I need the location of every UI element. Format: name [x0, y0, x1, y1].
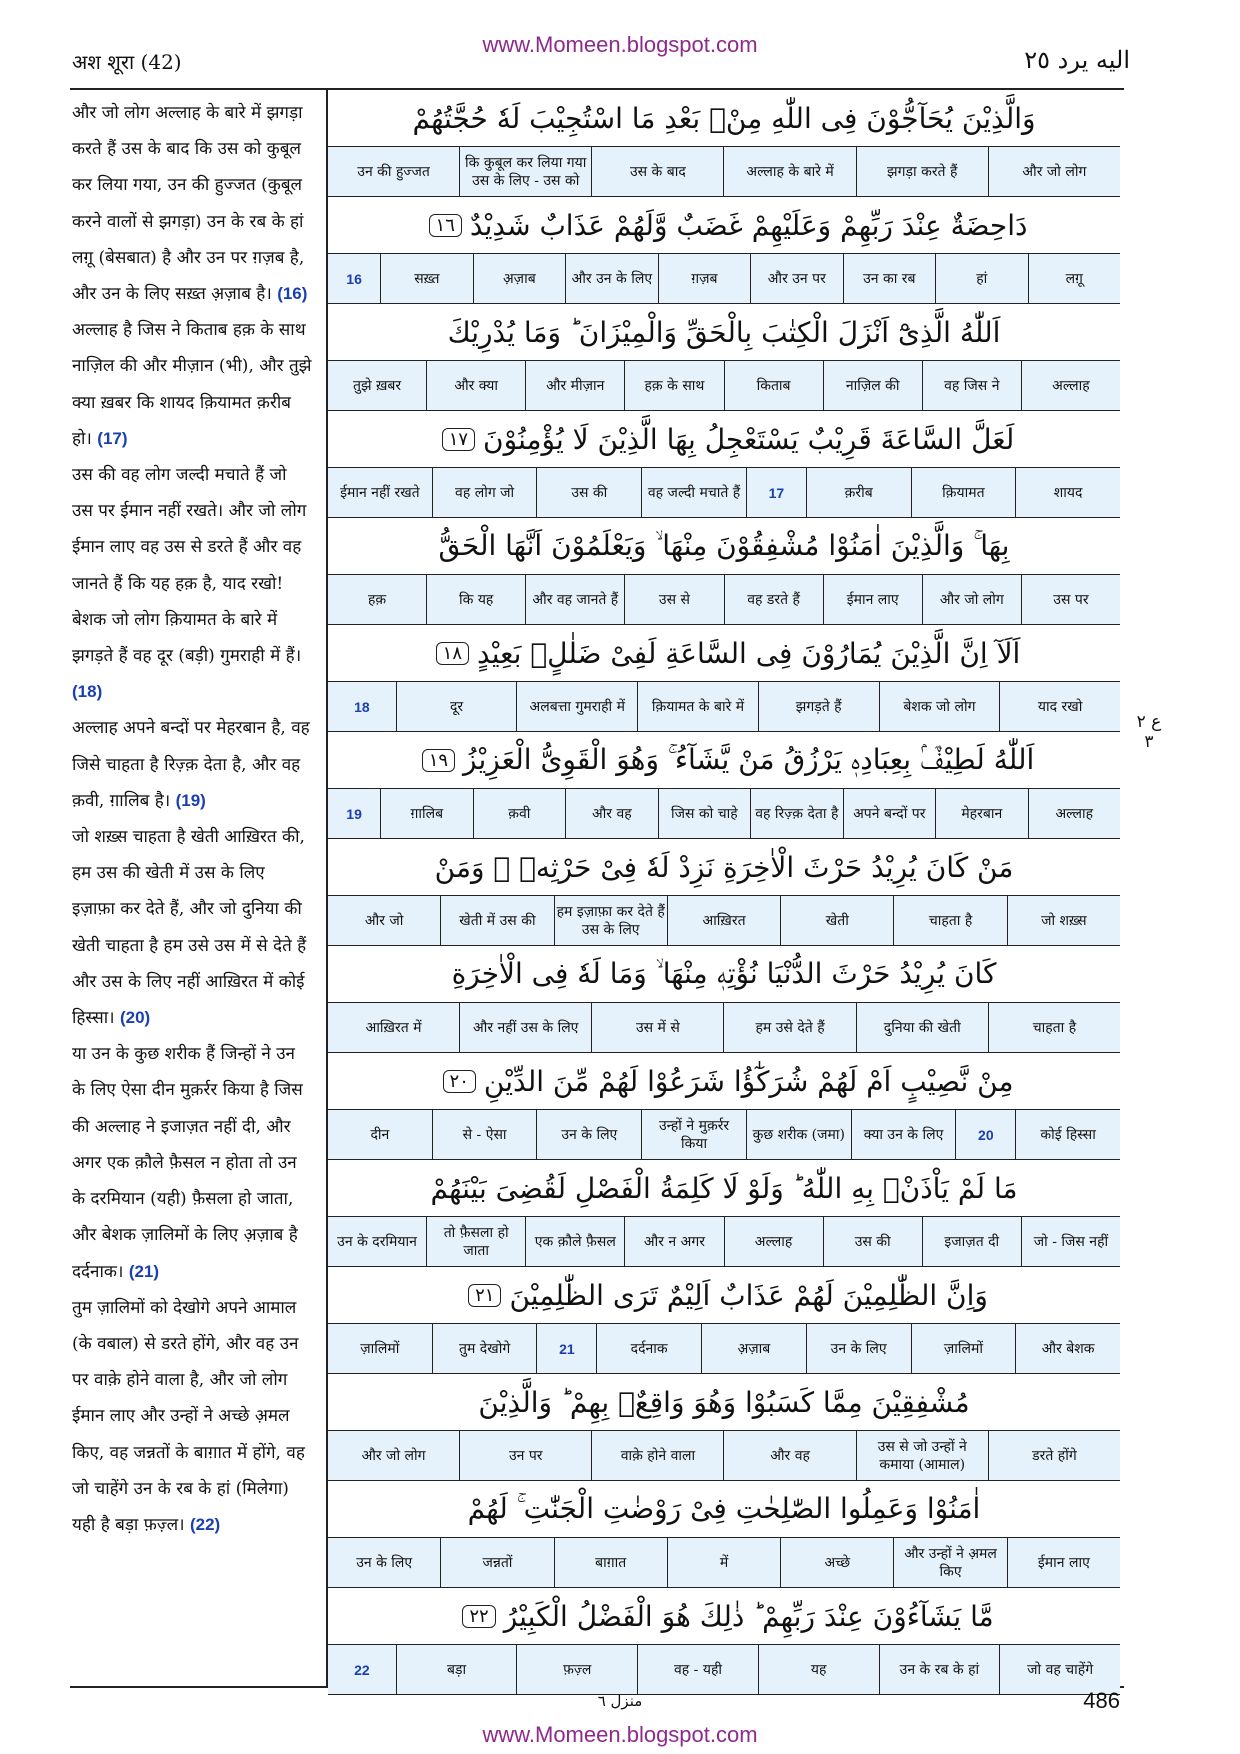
word-meaning-cell: उन के रब के हां: [879, 1645, 1000, 1694]
word-meaning-cell: लग़ू: [1028, 254, 1120, 303]
arabic-text: وَاِنَّ الظّٰلِمِيْنَ لَهُمْ عَذَابٌ اَلِيْمٌ تَرَى الظّٰلِمِيْنَ: [509, 1278, 988, 1312]
word-meaning-cell: उन के लिए: [806, 1324, 911, 1373]
arabic-text: كَانَ يُرِيْدُ حَرْثَ الدُّنْيَا نُؤْتِهٖ مِنْهَا ۙ وَمَا لَهٗ فِى الْاٰخِرَةِ: [451, 957, 997, 990]
word-meaning-cell: चाहता है: [988, 1003, 1120, 1052]
word-meaning-cell: और वह: [565, 789, 657, 838]
arabic-line: [328, 732, 1120, 788]
arabic-text: وَالَّذِيْنَ يُحَآجُّوْنَ فِى اللّٰهِ مِنْۢ بَعْدِ مَا اسْتُجِيْبَ لَهٗ حُجَّتُهُمْ: [412, 101, 1036, 135]
word-meaning-cell: कि कुबूल कर लिया गया उस के लिए - उस को: [459, 147, 591, 196]
arabic-text: مُشْفِقِيْنَ مِمَّا كَسَبُوْا وَهُوَ وَاقِعٌۢ بِهِمْ ؕ وَالَّذِيْنَ: [478, 1385, 970, 1419]
ayah-end-marker: ١٦: [429, 214, 462, 237]
word-meaning-cell: कुछ शरीक (जमा): [746, 1110, 851, 1159]
arabic-text: اٰمَنُوْا وَعَمِلُوا الصّٰلِحٰتِ فِىْ رَوْضٰتِ الْجَنّٰتِ ۚ لَهُمْ: [467, 1492, 981, 1525]
ayah-number: (16): [277, 284, 308, 304]
word-meaning-cell: अल्लाह: [724, 1217, 823, 1266]
translation-text: अल्लाह है जिस ने किताब हक़ के साथ नाज़िल की और मीज़ान (भी), और तुझे क्या ख़बर कि शायद क़ियामत क़रीब हो।: [72, 320, 312, 449]
word-meaning-cell: शायद: [1015, 468, 1120, 517]
word-meaning-cell: उस पर: [1021, 575, 1120, 624]
word-meaning-row: [328, 895, 1120, 945]
word-meaning-cell: ज़ालिमों: [911, 1324, 1016, 1373]
word-meaning-cell: जन्नतों: [440, 1538, 553, 1587]
word-meaning-cell: आख़िरत में: [365, 1019, 422, 1036]
word-meaning-cell: उस से जो उन्हों ने कमाया (आमाल): [856, 1431, 988, 1480]
ayah-number-cell: 17: [746, 468, 806, 517]
word-meaning-cell: और उन के लिए: [565, 254, 657, 303]
word-meaning-cell: क्या उन के लिए: [851, 1110, 956, 1159]
word-meaning-cell: वह - यही: [637, 1645, 758, 1694]
word-meaning-cell: जो वह चाहेंगे: [999, 1645, 1120, 1694]
word-meaning-cell: और मीज़ान: [525, 361, 624, 410]
arabic-text: اَللّٰهُ لَطِيْفٌۢ بِعِبَادِهٖ يَرْزُقُ مَنْ يَّشَآءُ ۚ وَهُوَ الْقَوِىُّ الْعَزِيْزُ: [463, 743, 1035, 776]
word-meaning-cell: वह डरते हैं: [724, 575, 823, 624]
ayah-number: (17): [97, 428, 128, 448]
arabic-line: [328, 1481, 1120, 1537]
verse-block: [328, 1374, 1120, 1481]
word-meaning-cell: उन के लिए: [536, 1110, 641, 1159]
translation-paragraph: [72, 95, 312, 312]
word-meaning-cell: तुम देखोगे: [432, 1324, 537, 1373]
verse-block: [328, 197, 1120, 304]
word-meaning-cell: क़ियामत: [911, 468, 1016, 517]
translation-text: और जो लोग अल्लाह के बारे में झगड़ा करते हैं उस के बाद कि उस को कुबूल कर लिया गया, उन की हुज्जत (कुबूल करने वालों से झगड़ा) उन के रब के हां लग़ू (बेसबात) है और उन पर ग़ज़ब है, और उन के लिए सख़्त अ़ज़ाब है।: [72, 103, 305, 305]
word-meaning-cell: उस की: [536, 468, 641, 517]
word-meaning-row: [328, 1430, 1120, 1480]
word-meaning-cell: हक़: [367, 591, 387, 608]
ayah-end-marker: ١٧: [442, 428, 475, 451]
word-meaning-cell: वह जिस ने: [922, 361, 1021, 410]
word-meaning-cell: और उन्हों ने अ़मल किए: [893, 1538, 1006, 1587]
word-meaning-cell: और वह: [723, 1431, 855, 1480]
word-meaning-cell: अल्लाह के बारे में: [723, 147, 855, 196]
word-meaning-cell: में: [667, 1538, 780, 1587]
word-meaning-cell: खेती: [780, 896, 893, 945]
word-meaning-cell: से - ऐसा: [432, 1110, 537, 1159]
word-meaning-cell: अपने बन्दों पर: [843, 789, 935, 838]
word-meaning-cell: ईमान लाए: [823, 575, 922, 624]
arabic-text: لَعَلَّ السَّاعَةَ قَرِيْبٌ يَسْتَعْجِلُ بِهَا الَّذِيْنَ لَا يُؤْمِنُوْنَ: [483, 422, 1015, 456]
word-meaning-row: [328, 360, 1120, 410]
word-meaning-row: [328, 681, 1120, 731]
arabic-text: دَاحِضَةٌ عِنْدَ رَبِّهِمْ وَعَلَيْهِمْ غَضَبٌ وَّلَهُمْ عَذَابٌ شَدِيْدٌ: [469, 208, 1028, 242]
translation-paragraph: [72, 1290, 312, 1543]
word-meaning-cell: ज़ालिमों: [360, 1340, 400, 1357]
arabic-line: [328, 1588, 1120, 1644]
word-meaning-cell: वह रिज़्क़ देता है: [750, 789, 842, 838]
word-meaning-cell: एक क़ौले फ़ैसल: [525, 1217, 624, 1266]
verse-block: [328, 732, 1120, 839]
word-meaning-row: [328, 1323, 1120, 1373]
arabic-line: [328, 1374, 1120, 1430]
verse-block: [328, 1053, 1120, 1160]
word-meaning-cell: उस से: [624, 575, 723, 624]
verse-block: [328, 1160, 1120, 1267]
arabic-line: [328, 411, 1120, 467]
word-meaning-cell: आख़िरत: [667, 896, 780, 945]
ayah-number-cell: 18: [354, 698, 370, 715]
word-meaning-cell: झगड़ा करते हैं: [856, 147, 988, 196]
word-meaning-cell: वाक़े होने वाला: [591, 1431, 723, 1480]
translation-paragraph: [72, 1036, 312, 1289]
page-number: 486: [1083, 1688, 1120, 1713]
word-meaning-cell: अ़ज़ाब: [701, 1324, 806, 1373]
arabic-text: مَنْ كَانَ يُرِيْدُ حَرْثَ الْاٰخِرَةِ نَزِدْ لَهٗ فِىْ حَرْثِهٖ ۚ وَمَنْ: [434, 850, 1014, 884]
word-meaning-cell: उन्हों ने मुक़र्रर किया: [641, 1110, 746, 1159]
word-meaning-cell: झगड़ते हैं: [758, 682, 879, 731]
word-meaning-cell: ग़ज़ब: [658, 254, 750, 303]
word-meaning-cell: और क्या: [426, 361, 525, 410]
word-meaning-cell: उन का रब: [843, 254, 935, 303]
word-meaning-cell: डरते होंगे: [988, 1431, 1120, 1480]
word-meaning-cell: किताब: [724, 361, 823, 410]
word-meaning-cell: मेहरबान: [935, 789, 1027, 838]
word-meaning-cell: दीन: [370, 1126, 390, 1143]
word-by-word-grid: [328, 90, 1120, 1695]
word-meaning-cell: उन के दरमियान: [337, 1233, 417, 1250]
word-meaning-cell: और जो लोग: [361, 1447, 426, 1464]
word-meaning-cell: दूर: [396, 682, 517, 731]
word-meaning-cell: बेशक जो लोग: [879, 682, 1000, 731]
word-meaning-cell: दुनिया की खेती: [856, 1003, 988, 1052]
word-meaning-cell: और बेशक: [1015, 1324, 1120, 1373]
translation-column: [72, 95, 312, 1543]
ayah-end-marker: ١٨: [436, 642, 469, 665]
ayah-number: (20): [119, 1008, 151, 1028]
word-meaning-cell: अल्लाह: [1028, 789, 1120, 838]
word-meaning-cell: बड़ा: [396, 1645, 517, 1694]
arabic-text: اَلَآ اِنَّ الَّذِيْنَ يُمَارُوْنَ فِى السَّاعَةِ لَفِىْ ضَلٰلٍۢ بَعِيْدٍ: [477, 636, 1021, 670]
word-meaning-cell: उन पर: [459, 1431, 591, 1480]
word-meaning-cell: क़रीब: [806, 468, 911, 517]
word-meaning-cell: ईमान लाए: [1007, 1538, 1120, 1587]
translation-paragraph: [72, 819, 312, 1036]
word-meaning-cell: हक़ के साथ: [624, 361, 723, 410]
ayah-number-cell: 22: [354, 1661, 370, 1678]
word-meaning-cell: हम इज़ाफ़ा कर देते हैं उस के लिए: [554, 896, 667, 945]
arabic-line: [328, 304, 1120, 360]
ayah-end-marker: ٢١: [468, 1284, 501, 1307]
word-meaning-cell: वह लोग जो: [432, 468, 537, 517]
word-meaning-row: [328, 1644, 1120, 1694]
word-meaning-row: [328, 1216, 1120, 1266]
word-meaning-cell: ग़ालिब: [380, 789, 472, 838]
verse-block: [328, 90, 1120, 197]
translation-text: जो शख़्स चाहता है खेती आख़िरत की, हम उस की खेती में उस के लिए इज़ाफ़ा कर देते हैं, और जो दुनिया की खेती चाहता है हम उसे उस में से देते हैं और उस के लिए नहीं आख़िरत में कोई हिस्सा।: [72, 827, 307, 1029]
ayah-end-marker: ٢٠: [443, 1070, 476, 1093]
word-meaning-cell: याद रखो: [999, 682, 1120, 731]
word-meaning-cell: क़ियामत के बारे में: [637, 682, 758, 731]
word-meaning-cell: इजाज़त दी: [922, 1217, 1021, 1266]
translation-text: अल्लाह अपने बन्दों पर मेहरबान है, वह जिसे चाहता है रिज़्क़ देता है, और वह क़वी, ग़ालिब है।: [72, 718, 310, 811]
word-meaning-cell: और न अगर: [624, 1217, 723, 1266]
word-meaning-cell: नाज़िल की: [823, 361, 922, 410]
arabic-line: [328, 1053, 1120, 1109]
word-meaning-row: [328, 253, 1120, 303]
arabic-line: [328, 197, 1120, 253]
word-meaning-cell: कोई हिस्सा: [1015, 1110, 1120, 1159]
word-meaning-cell: और जो: [364, 912, 404, 929]
word-meaning-cell: तुझे ख़बर: [352, 377, 402, 394]
word-meaning-cell: तो फ़ैसला हो जाता: [426, 1217, 525, 1266]
word-meaning-row: [328, 788, 1120, 838]
ayah-end-marker: ١٩: [422, 749, 455, 772]
translation-text: या उन के कुछ शरीक हैं जिन्हों ने उन के लिए ऐसा दीन मुक़र्रर किया है जिस की अल्लाह ने इजाज़त नहीं दी, और अगर एक क़ौले फ़ैसल न होता तो उन के दरमियान (यही) फ़ैसला हो जाता, और बेशक ज़ालिमों के लिए अ़ज़ाब है दर्दनाक।: [72, 1044, 303, 1282]
word-meaning-cell: जो शख़्स: [1007, 896, 1120, 945]
arabic-text: مَّا يَشَآءُوْنَ عِنْدَ رَبِّهِمْ ؕ ذٰلِكَ هُوَ الْفَضْلُ الْكَبِيْرُ: [503, 1599, 994, 1633]
site-url-bottom[interactable]: www.Momeen.blogspot.com: [482, 1722, 758, 1747]
word-meaning-row: [328, 1109, 1120, 1159]
word-meaning-cell: उस के बाद: [591, 147, 723, 196]
surah-name: अश शूरा (42): [72, 50, 182, 74]
word-meaning-row: [328, 1002, 1120, 1052]
arabic-line: [328, 518, 1120, 574]
word-meaning-cell: ईमान नहीं रखते: [340, 484, 420, 501]
word-meaning-cell: दर्दनाक: [596, 1324, 701, 1373]
translation-paragraph: [72, 457, 312, 710]
arabic-line: [328, 90, 1120, 146]
verse-block: [328, 518, 1120, 625]
arabic-line: [328, 1267, 1120, 1323]
ayah-number: (22): [189, 1514, 221, 1534]
word-meaning-row: [328, 574, 1120, 624]
arabic-text: بِهَا ۚ وَالَّذِيْنَ اٰمَنُوْا مُشْفِقُوْنَ مِنْهَا ۙ وَيَعْلَمُوْنَ اَنَّهَا الْحَقُّ: [438, 529, 1010, 562]
translation-text: तुम ज़ालिमों को देखोगे अपने आमाल (के वबाल) से डरते होंगे, और वह उन पर वाक़े होने वाला है, और जो लोग ईमान लाए और उन्हों ने अच्छे अ़मल किए, वह जन्नतों के बाग़ात में होंगे, वह जो चाहेंगे उन के रब के हां (मिलेगा) यही है बड़ा फ़ज़्ल।: [72, 1297, 305, 1535]
word-meaning-cell: और जो लोग: [922, 575, 1021, 624]
word-meaning-cell: और नहीं उस के लिए: [459, 1003, 591, 1052]
word-meaning-cell: अलबत्ता गुमराही में: [516, 682, 637, 731]
word-meaning-cell: अच्छे: [780, 1538, 893, 1587]
word-meaning-cell: जिस को चाहे: [658, 789, 750, 838]
word-meaning-cell: और उन पर: [750, 254, 842, 303]
verse-block: [328, 839, 1120, 946]
word-meaning-row: [328, 1537, 1120, 1587]
site-url-top[interactable]: www.Momeen.blogspot.com: [482, 32, 758, 57]
verse-block: [328, 411, 1120, 518]
word-meaning-cell: क़वी: [473, 789, 565, 838]
verse-block: [328, 625, 1120, 732]
ayah-end-marker: ٢٢: [462, 1605, 495, 1628]
word-meaning-cell: हम उसे देते हैं: [723, 1003, 855, 1052]
word-meaning-cell: जो - जिस नहीं: [1021, 1217, 1120, 1266]
word-meaning-cell: उन के लिए: [356, 1554, 413, 1571]
ruku-marker: ع ٢ ٣: [1136, 712, 1162, 752]
word-meaning-cell: फ़ज़्ल: [516, 1645, 637, 1694]
arabic-line: [328, 839, 1120, 895]
word-meaning-cell: बाग़ात: [554, 1538, 667, 1587]
word-meaning-cell: उन की हुज्जत: [357, 163, 430, 180]
arabic-text: مَا لَمْ يَاْذَنْۢ بِهِ اللّٰهُ ؕ وَلَوْ لَا كَلِمَةُ الْفَصْلِ لَقُضِىَ بَيْنَهُمْ: [430, 1171, 1018, 1205]
translation-paragraph: [72, 710, 312, 819]
word-meaning-cell: और वह जानते हैं: [525, 575, 624, 624]
verse-block: [328, 304, 1120, 411]
word-meaning-cell: वह जल्दी मचाते हैं: [641, 468, 746, 517]
word-meaning-row: [328, 146, 1120, 196]
verse-block: [328, 1481, 1120, 1588]
verse-block: [328, 1588, 1120, 1695]
ayah-number-cell: 21: [536, 1324, 596, 1373]
word-meaning-cell: और जो लोग: [988, 147, 1120, 196]
ayah-number-cell: 19: [346, 805, 362, 822]
translation-paragraph: [72, 312, 312, 457]
manzil-label: منزل ٦: [597, 1692, 643, 1710]
word-meaning-row: [328, 467, 1120, 517]
word-meaning-cell: चाहता है: [893, 896, 1006, 945]
word-meaning-cell: उस की: [823, 1217, 922, 1266]
word-meaning-cell: कि यह: [426, 575, 525, 624]
arabic-line: [328, 946, 1120, 1002]
word-meaning-cell: सख़्त: [380, 254, 472, 303]
ayah-number-cell: 16: [346, 270, 362, 287]
word-meaning-cell: उस में से: [591, 1003, 723, 1052]
verse-block: [328, 1267, 1120, 1374]
verse-block: [328, 946, 1120, 1053]
ayah-number-cell: 20: [955, 1110, 1015, 1159]
word-meaning-cell: यह: [758, 1645, 879, 1694]
word-meaning-cell: अल्लाह: [1021, 361, 1120, 410]
juz-label: اليه يرد ٢٥: [1024, 46, 1130, 74]
word-meaning-cell: हां: [935, 254, 1027, 303]
arabic-text: مِنْ نَّصِيْبٍ اَمْ لَهُمْ شُرَكٰٓؤُا شَرَعُوْا لَهُمْ مِّنَ الدِّيْنِ: [483, 1064, 1014, 1098]
ayah-number: (18): [72, 682, 103, 702]
word-meaning-cell: खेती में उस की: [440, 896, 553, 945]
ayah-number: (21): [128, 1261, 160, 1281]
arabic-line: [328, 625, 1120, 681]
translation-text: उस की वह लोग जल्दी मचाते हैं जो उस पर ईमान नहीं रखते। और जो लोग ईमान लाए वह उस से डरते हैं और वह जानते हैं कि यह हक़ है, याद रखो! बेशक जो लोग क़ियामत के बारे में झगड़ते हैं वह दूर (बड़ी) गुमराही में हैं।: [72, 465, 307, 667]
word-meaning-cell: अ़ज़ाब: [473, 254, 565, 303]
arabic-text: اَللّٰهُ الَّذِىْٓ اَنْزَلَ الْكِتٰبَ بِالْحَقِّ وَالْمِيْزَانَ ؕ وَمَا يُدْرِيْكَ: [447, 315, 1001, 349]
ayah-number: (19): [175, 790, 206, 810]
arabic-line: [328, 1160, 1120, 1216]
